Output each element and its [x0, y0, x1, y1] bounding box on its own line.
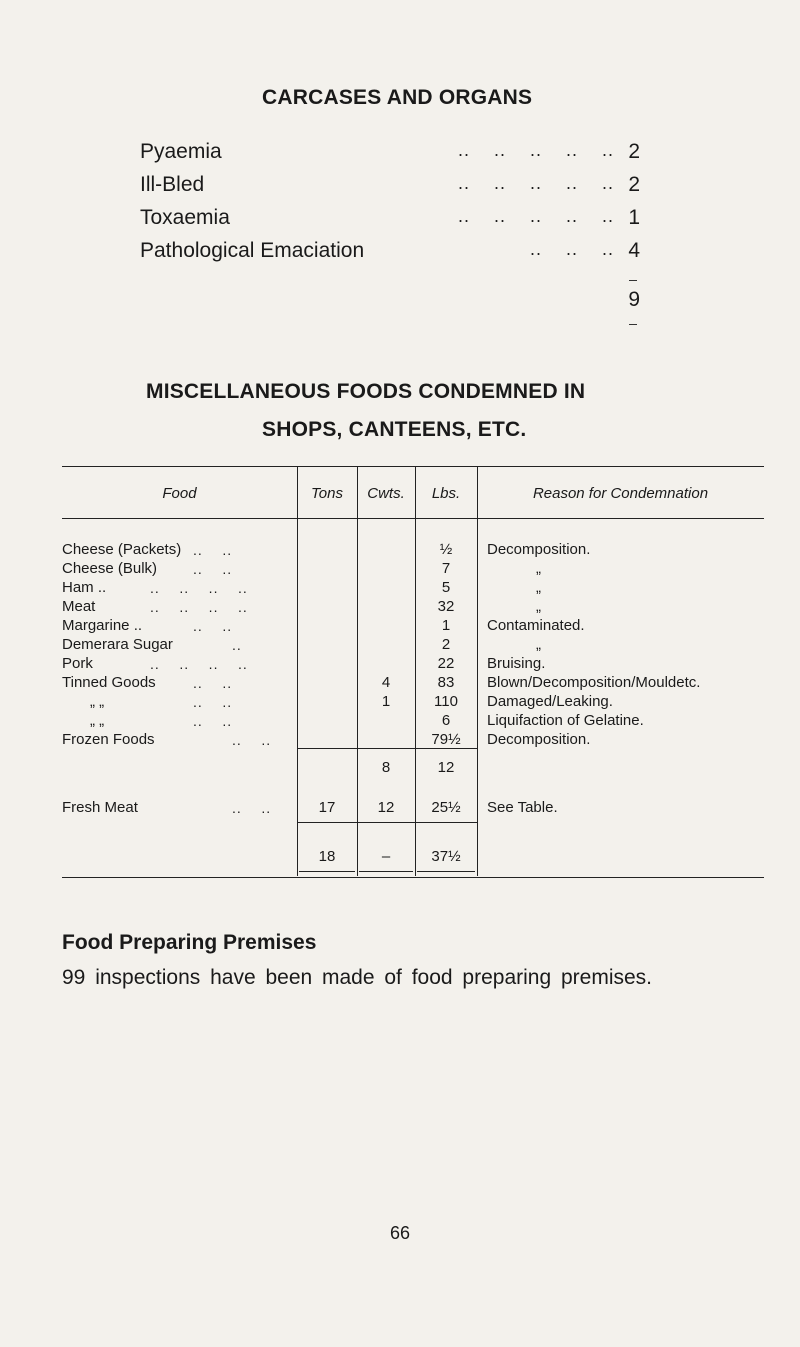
reason-cell: „	[536, 598, 541, 615]
total-rule-bottom	[629, 324, 637, 325]
carcase-row-ill-bled	[140, 173, 640, 203]
double-rule	[299, 871, 355, 872]
lbs-cell: 2	[441, 636, 451, 653]
lbs-cell: 6	[441, 712, 451, 729]
total-cwts: –	[381, 848, 391, 865]
leader-dots: .. ..	[193, 618, 233, 634]
lbs-cell: 32	[437, 598, 455, 615]
reason-cell: Liquifaction of Gelatine.	[487, 712, 644, 729]
double-rule	[359, 871, 413, 872]
lbs-cell: ½	[439, 541, 453, 558]
header-bottom-rule	[62, 518, 764, 519]
lbs-cell: 79½	[431, 731, 461, 748]
leader-dots: .. ..	[232, 732, 272, 748]
reason-cell: Blown/Decomposition/Mouldetc.	[487, 674, 701, 691]
reason-cell: „	[536, 636, 541, 653]
leader-dots: .. .. .. ..	[150, 656, 248, 672]
reason-cell: See Table.	[487, 799, 558, 816]
lbs-cell: 1	[441, 617, 451, 634]
carcase-label: Toxaemia	[140, 206, 230, 229]
food-cell: Demerara Sugar	[62, 636, 173, 653]
total-tons: 18	[318, 848, 336, 865]
header-food: Food	[162, 485, 197, 502]
cwts-cell: 1	[381, 693, 391, 710]
carcase-row-pyaemia	[140, 140, 640, 170]
double-rule	[417, 871, 475, 872]
tons-cell: 17	[318, 799, 336, 816]
food-cell: Tinned Goods	[62, 674, 156, 691]
header-tons: Tons	[311, 485, 343, 502]
leader-dots: .. ..	[232, 800, 272, 816]
carcase-value: 4	[628, 239, 640, 262]
carcase-value: 2	[628, 173, 640, 196]
subtotal-cwts: 8	[381, 759, 391, 776]
lbs-cell: 110	[434, 693, 458, 710]
food-cell: Meat	[62, 598, 96, 615]
header-cwts: Cwts.	[367, 485, 405, 502]
food-premises-title: Food Preparing Premises	[62, 931, 317, 954]
food-cell: Cheese (Bulk)	[62, 560, 158, 577]
misc-title-line2: SHOPS, CANTEENS, ETC.	[262, 418, 527, 441]
carcase-label: Pathological Emaciation	[140, 239, 365, 262]
leader-dots: .. ..	[193, 675, 233, 691]
col-divider	[477, 466, 478, 876]
leader-dots: .. .. ..	[529, 239, 614, 259]
total-top-rule	[297, 822, 477, 823]
lbs-cell: 7	[441, 560, 451, 577]
cwts-cell: 12	[377, 799, 395, 816]
food-premises-text: 99 inspections have been made of food preparing premises.	[62, 966, 653, 989]
total-rule-top	[629, 280, 637, 281]
food-cell: „ „	[90, 712, 105, 729]
leader-dots: .. ..	[193, 542, 233, 558]
misc-title-line1: MISCELLANEOUS FOODS CONDEMNED IN	[146, 380, 586, 403]
subtotal-lbs: 12	[437, 759, 455, 776]
lbs-cell: 83	[437, 674, 455, 691]
table-bottom-rule	[62, 877, 764, 878]
leader-dots: .. ..	[193, 561, 233, 577]
subtotal-top-rule	[297, 748, 477, 749]
food-cell: Frozen Foods	[62, 731, 155, 748]
leader-dots: ..	[232, 637, 242, 653]
page-number: 66	[389, 1223, 411, 1243]
lbs-cell: 5	[441, 579, 451, 596]
food-cell: Fresh Meat	[62, 799, 138, 816]
food-cell: Cheese (Packets)	[62, 541, 182, 558]
reason-cell: Contaminated.	[487, 617, 585, 634]
leader-dots: .. ..	[193, 713, 233, 729]
reason-cell: Damaged/Leaking.	[487, 693, 613, 710]
total-lbs: 37½	[431, 848, 461, 865]
reason-cell: „	[536, 560, 541, 577]
food-cell: Margarine ..	[62, 617, 143, 634]
leader-dots: .. ..	[193, 694, 233, 710]
reason-cell: „	[536, 579, 541, 596]
food-cell: Ham ..	[62, 579, 107, 596]
carcase-label: Ill-Bled	[140, 173, 205, 196]
table-top-rule	[62, 466, 764, 467]
leader-dots: .. .. .. .. ..	[457, 206, 614, 226]
food-cell: „ „	[90, 693, 105, 710]
carcase-label: Pyaemia	[140, 140, 222, 163]
carcases-total: 9	[628, 288, 640, 311]
carcase-value: 2	[628, 140, 640, 163]
leader-dots: .. .. .. .. ..	[457, 140, 614, 160]
cwts-cell: 4	[381, 674, 391, 691]
header-reason: Reason for Condemnation	[532, 485, 709, 502]
carcase-row-pathological-emaciation	[140, 239, 640, 269]
carcase-row-toxaemia	[140, 206, 640, 236]
header-lbs: Lbs.	[431, 485, 461, 502]
leader-dots: .. .. .. .. ..	[457, 173, 614, 193]
lbs-cell: 25½	[431, 799, 461, 816]
reason-cell: Decomposition.	[487, 541, 591, 558]
leader-dots: .. .. .. ..	[150, 580, 248, 596]
lbs-cell: 22	[437, 655, 455, 672]
carcase-value: 1	[628, 206, 640, 229]
carcases-title: CARCASES AND ORGANS	[262, 86, 533, 109]
reason-cell: Bruising.	[487, 655, 546, 672]
leader-dots: .. .. .. ..	[150, 599, 248, 615]
food-cell: Pork	[62, 655, 93, 672]
reason-cell: Decomposition.	[487, 731, 591, 748]
